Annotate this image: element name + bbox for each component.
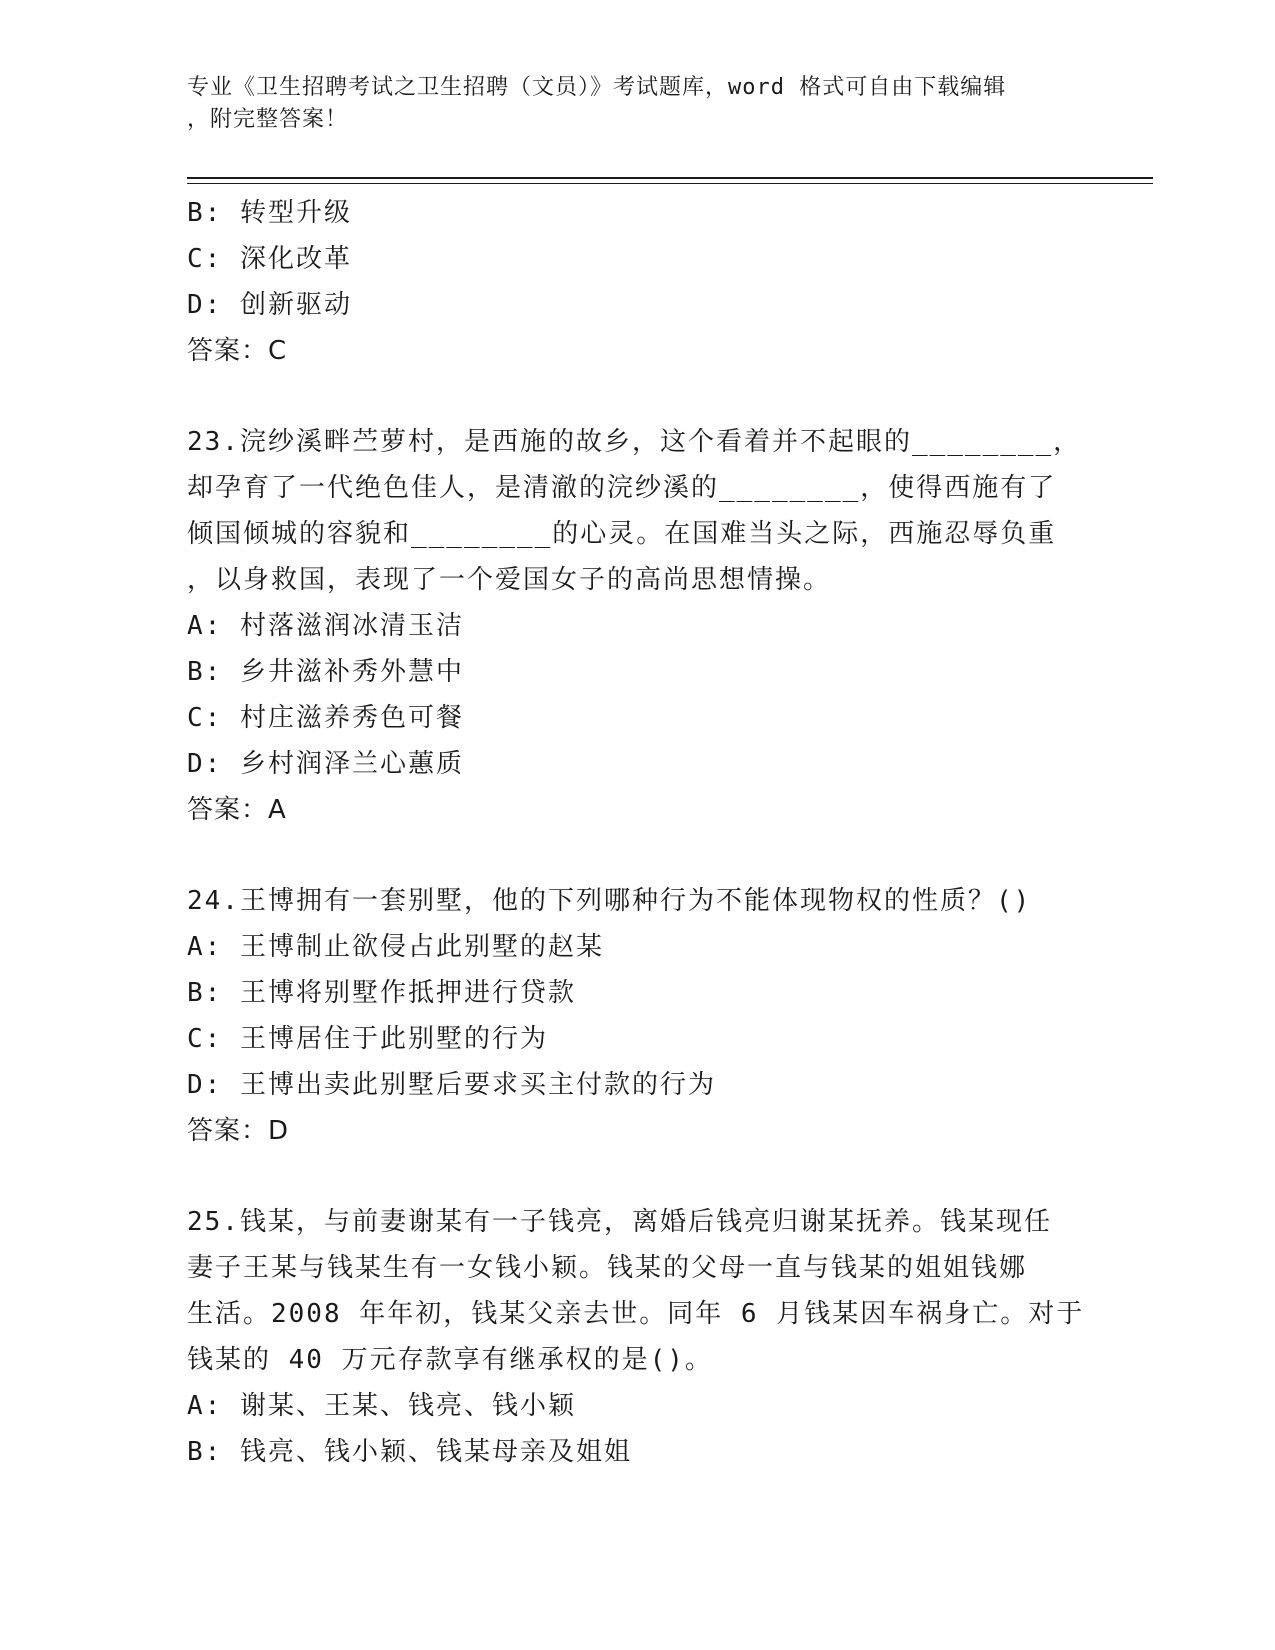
question-24 <box>187 878 1087 1154</box>
header-divider-thin <box>187 183 1153 184</box>
option-c: C: 王博居住于此别墅的行为 <box>187 1024 548 1054</box>
answer: 答案：A <box>187 795 287 825</box>
question-23 <box>187 419 1087 833</box>
option-a: A: 村落滋润冰清玉洁 <box>187 611 464 641</box>
header-line-1: 专业《卫生招聘考试之卫生招聘（文员）》考试题库，word 格式可自由下载编辑 <box>187 75 1007 100</box>
answer: 答案：D <box>187 1116 290 1146</box>
question-text-line: 23.浣纱溪畔苎萝村，是西施的故乡，这个看着并不起眼的________， <box>187 427 1082 457</box>
question-text-line: 24.王博拥有一套别墅，他的下列哪种行为不能体现物权的性质？() <box>187 886 1032 916</box>
question-text-line: ，以身救国，表现了一个爱国女子的高尚思想情操。 <box>187 565 832 595</box>
question-text-line: 生活。2008 年年初，钱某父亲去世。同年 6 月钱某因车祸身亡。对于 <box>187 1299 1085 1329</box>
header-line-2: ，附完整答案！ <box>187 107 349 132</box>
answer: 答案：C <box>187 336 288 366</box>
option-b: B: 乡井滋补秀外慧中 <box>187 657 464 687</box>
question-25 <box>187 1199 1087 1475</box>
option-d: D: 王博出卖此别墅后要求买主付款的行为 <box>187 1070 716 1100</box>
question-text-line: 妻子王某与钱某生有一女钱小颖。钱某的父母一直与钱某的姐姐钱娜 <box>187 1253 1028 1283</box>
option-b: B: 转型升级 <box>187 198 352 228</box>
question-22-tail <box>187 190 1087 374</box>
option-c: C: 深化改革 <box>187 244 352 274</box>
document-header <box>187 72 1067 136</box>
option-d: D: 创新驱动 <box>187 290 352 320</box>
question-text-line: 倾国倾城的容貌和________的心灵。在国难当头之际，西施忍辱负重 <box>187 519 1057 549</box>
option-b: B: 王博将别墅作抵押进行贷款 <box>187 978 576 1008</box>
question-text-line: 25.钱某，与前妻谢某有一子钱亮，离婚后钱亮归谢某抚养。钱某现任 <box>187 1207 1052 1237</box>
question-text-line: 却孕育了一代绝色佳人，是清澈的浣纱溪的________，使得西施有了 <box>187 473 1057 503</box>
option-b: B: 钱亮、钱小颖、钱某母亲及姐姐 <box>187 1437 632 1467</box>
option-c: C: 村庄滋养秀色可餐 <box>187 703 464 733</box>
option-d: D: 乡村润泽兰心蕙质 <box>187 749 464 779</box>
document-body <box>187 190 1087 1475</box>
option-a: A: 谢某、王某、钱亮、钱小颖 <box>187 1391 576 1421</box>
header-divider-thick <box>187 177 1153 179</box>
option-a: A: 王博制止欲侵占此别墅的赵某 <box>187 932 604 962</box>
question-text-line: 钱某的 40 万元存款享有继承权的是()。 <box>187 1345 713 1375</box>
